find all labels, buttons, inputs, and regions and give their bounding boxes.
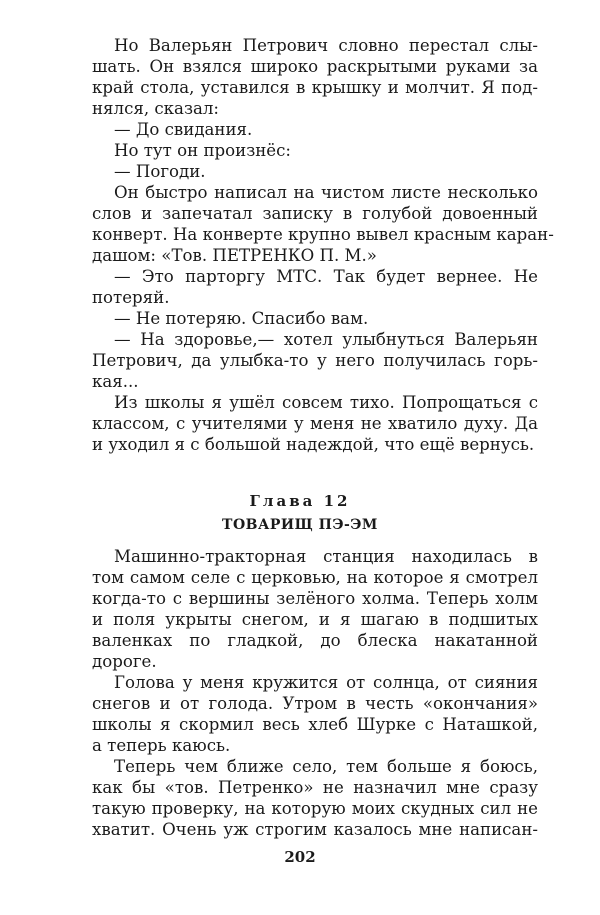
text-line: дороге. xyxy=(92,652,157,671)
text-line: школы я скормил весь хлеб Шурке с Наташкой, xyxy=(92,715,538,734)
text-line: край стола, уставился в крышку и молчит. Я под- xyxy=(92,78,538,97)
text-line: Он быстро написал на чистом листе несколько xyxy=(114,183,538,202)
text-line: Но тут он произнёс: xyxy=(114,141,292,160)
text-block-chapter-start xyxy=(92,546,538,840)
text-line: Но Валерьян Петрович словно перестал слы- xyxy=(114,36,538,55)
page-number: 202 xyxy=(284,848,316,866)
text-line: а теперь каюсь. xyxy=(92,736,231,755)
text-line: и поля укрыты снегом, и я шагаю в подшитых xyxy=(92,610,538,629)
chapter-number: Глава 12 xyxy=(249,492,351,510)
text-line: — На здоровье,— хотел улыбнуться Валерьян xyxy=(114,330,538,349)
text-line: Машинно-тракторная станция находилась в xyxy=(114,547,538,566)
text-line: Из школы я ушёл совсем тихо. Попрощаться с xyxy=(114,393,538,412)
text-line: — До свидания. xyxy=(114,120,253,139)
text-line: Теперь чем ближе село, тем больше я боюсь, xyxy=(114,757,538,776)
text-line: конверт. На конверте крупно вывел красным каран- xyxy=(92,225,554,244)
text-line: Голова у меня кружится от солнца, от сияния xyxy=(114,673,538,692)
text-line: — Это парторгу МТС. Так будет вернее. Не xyxy=(114,267,538,286)
text-line: — Не потеряю. Спасибо вам. xyxy=(114,309,369,328)
text-line: как бы «тов. Петренко» не назначил мне сразу xyxy=(92,778,538,797)
text-line: валенках по гладкой, до блеска накатанной xyxy=(92,631,538,650)
text-line: — Погоди. xyxy=(114,162,206,181)
text-line: слов и запечатал записку в голубой довоенный xyxy=(92,204,538,223)
text-line: том самом селе с церковью, на которое я смотрел xyxy=(92,568,538,587)
text-line: снегов и от голода. Утром в честь «окончания» xyxy=(92,694,538,713)
text-line: шать. Он взялся широко раскрытыми руками за xyxy=(92,57,538,76)
text-line: классом, с учителями у меня не хватило духу. Да xyxy=(92,414,538,433)
text-line: потеряй. xyxy=(92,288,170,307)
text-line: дашом: «Тов. ПЕТРЕНКО П. М.» xyxy=(92,246,377,265)
text-line: Петрович, да улыбка-то у него получилась горь- xyxy=(92,351,538,370)
text-line: кая... xyxy=(92,372,139,391)
text-line: когда-то с вершины зелёного холма. Теперь холм xyxy=(92,589,538,608)
text-line: хватит. Очень уж строгим казалось мне написан- xyxy=(92,820,538,839)
text-line: нялся, сказал: xyxy=(92,99,220,118)
text-block-before-chapter xyxy=(92,35,554,455)
chapter-title: ТОВАРИЩ ПЭ-ЭМ xyxy=(222,517,378,533)
text-line: и уходил я с большой надеждой, что ещё вернусь. xyxy=(92,435,535,454)
text-line: такую проверку, на которую моих скудных сил не xyxy=(92,799,538,818)
